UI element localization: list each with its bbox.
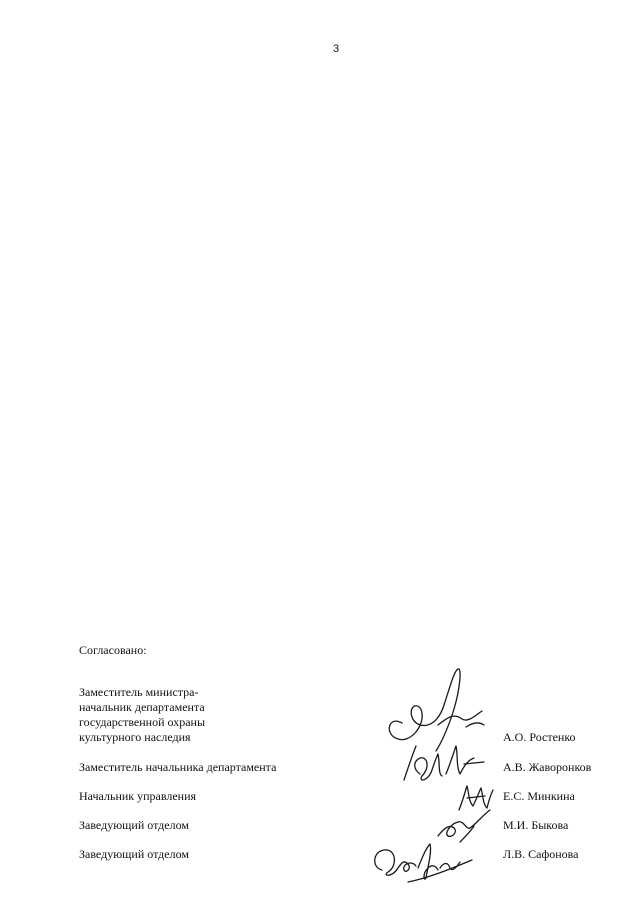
- signatory-position: Заведующий отделом: [79, 847, 189, 861]
- signatory-position: Заместитель начальника департамента: [79, 760, 277, 774]
- signatory-name: М.И. Быкова: [503, 818, 569, 832]
- position-line: начальник департамента: [79, 700, 205, 714]
- page-number: 3: [333, 43, 340, 55]
- signatory-position: Заведующий отделом: [79, 818, 189, 832]
- position-line: культурного наследия: [79, 730, 191, 744]
- signature-5-graphic: [368, 838, 476, 888]
- signatory-name: А.О. Ростенко: [503, 730, 576, 744]
- signatory-name: Е.С. Минкина: [503, 789, 575, 803]
- position-line: государственной охраны: [79, 715, 206, 729]
- approval-heading: Согласовано:: [79, 643, 147, 657]
- position-line: Заместитель министра-: [79, 685, 199, 699]
- signatory-name: Л.В. Сафонова: [503, 847, 579, 861]
- signatory-position: [79, 685, 205, 745]
- signatory-position: Начальник управления: [79, 789, 197, 803]
- signatory-name: А.В. Жаворонков: [503, 760, 592, 774]
